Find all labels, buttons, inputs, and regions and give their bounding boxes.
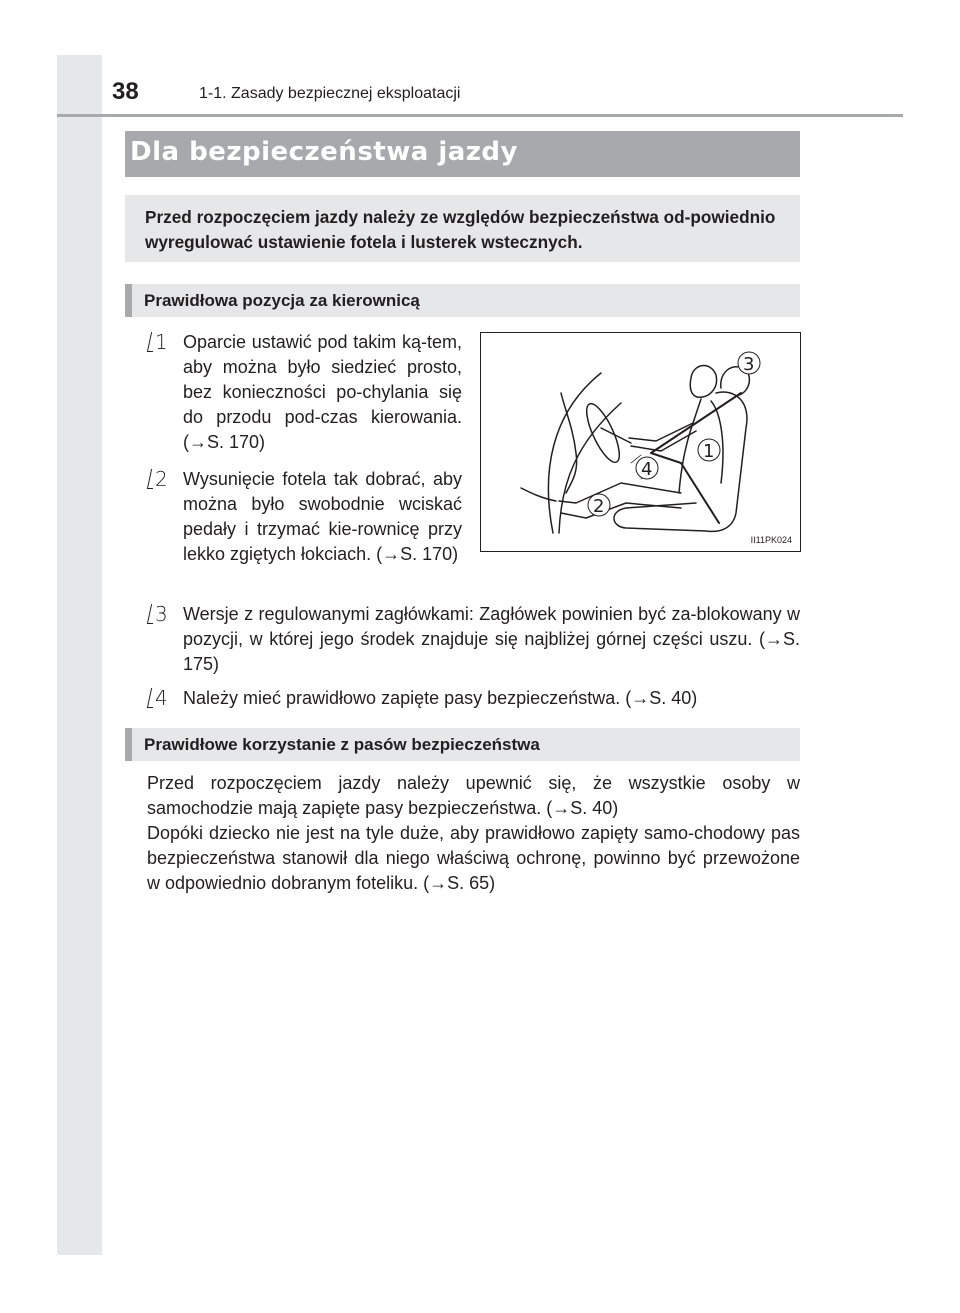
- page-side-strip: [57, 55, 102, 1255]
- driving-position-illustration: [480, 332, 801, 552]
- item-number-3: 3: [149, 602, 171, 626]
- steering-wheel: [580, 400, 625, 466]
- item-text-1: Oparcie ustawić pod takim ką-tem, aby można było siedzieć prosto, bez konieczności po-chylania się do przodu pod-czas kierowania. (→S. 170): [183, 332, 462, 452]
- seatbelt-paragraphs: [147, 771, 800, 896]
- driver-leg: [559, 483, 681, 503]
- item-text-4: Należy mieć prawidłowo zapięte pasy bezpieczeństwa. (→S. 40): [183, 688, 698, 708]
- header-divider: [57, 114, 903, 117]
- svg-text:3: 3: [743, 354, 755, 375]
- subheading-seatbelts: [125, 728, 800, 761]
- driver-head: [690, 366, 716, 398]
- chapter-title: 1-1. Zasady bezpiecznej eksploatacji: [199, 85, 461, 102]
- item-number-4: 4: [149, 686, 171, 710]
- item-text-2: Wysunięcie fotela tak dobrać, aby można było swobodnie wciskać pedały i trzymać kie-rownicę przy lekko zgiętych łokciach. (→S. 170): [183, 469, 462, 564]
- item-text-3: Wersje z regulowanymi zagłówkami: Zagłówek powinien być za-blokowany w pozycji, w której jego środek znajduje się najbliżej górnej części uszu. (→S. 175): [183, 604, 800, 674]
- paragraph-2: Dopóki dziecko nie jest na tyle duże, aby prawidłowo zapięty samo-chodowy pas bezpieczeństwa stanowił dla niego właściwą ochronę, powinno być przewożone w odpowiednio dobranym foteliku. (→S. 65): [147, 823, 800, 893]
- paragraph-1: Przed rozpoczęciem jazdy należy upewnić się, że wszystkie osoby w samochodzie mają zapięte pasy bezpieczeństwa. (→S. 40): [147, 773, 800, 818]
- item-number-2: 2: [149, 467, 171, 491]
- page-number: 38: [112, 78, 139, 105]
- subheading-label: Prawidłowe korzystanie z pasów bezpieczeństwa: [144, 735, 540, 754]
- item-number-1: 1: [149, 330, 171, 354]
- driver-seat-drawing: [481, 333, 800, 551]
- subheading-driving-position: [125, 284, 800, 317]
- figure-code: II11PK024: [750, 535, 792, 545]
- subheading-stripe: [125, 728, 132, 761]
- subheading-label: Prawidłowa pozycja za kierownicą: [144, 291, 420, 310]
- seat-back: [614, 392, 747, 531]
- intro-text: Przed rozpoczęciem jazdy należy ze względów bezpieczeństwa od-powiednio wyregulować ustawienie fotela i lusterek wstecznych.: [145, 207, 776, 252]
- subheading-stripe: [125, 284, 132, 317]
- svg-text:2: 2: [593, 496, 605, 517]
- svg-text:4: 4: [641, 459, 653, 480]
- section-title: Dla bezpieczeństwa jazdy: [130, 137, 518, 167]
- svg-text:1: 1: [703, 441, 715, 462]
